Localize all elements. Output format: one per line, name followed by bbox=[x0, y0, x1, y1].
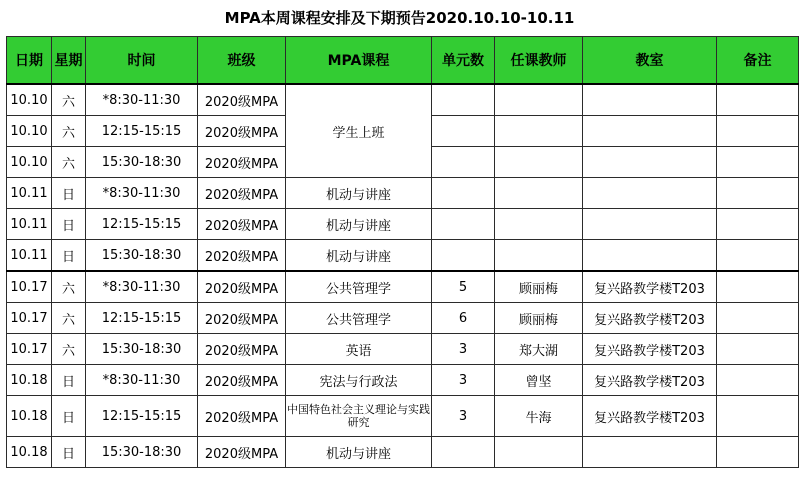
cell-units[interactable] bbox=[432, 147, 495, 178]
cell-date[interactable]: 10.10 bbox=[7, 147, 52, 178]
table-row bbox=[7, 240, 799, 272]
cell-weekday[interactable]: 六 bbox=[52, 271, 86, 303]
cell-room[interactable] bbox=[583, 437, 717, 468]
header-time[interactable]: 时间 bbox=[86, 37, 198, 85]
cell-class[interactable]: 2020级MPA bbox=[198, 240, 286, 272]
cell-room[interactable]: 复兴路教学楼T203 bbox=[583, 303, 717, 334]
cell-class[interactable]: 2020级MPA bbox=[198, 396, 286, 437]
cell-course[interactable]: 机动与讲座 bbox=[286, 178, 432, 209]
cell-weekday[interactable]: 日 bbox=[52, 396, 86, 437]
header-date[interactable]: 日期 bbox=[7, 37, 52, 85]
cell-date[interactable]: 10.17 bbox=[7, 334, 52, 365]
cell-date[interactable]: 10.10 bbox=[7, 84, 52, 116]
cell-teacher[interactable]: 郑大湖 bbox=[495, 334, 583, 365]
cell-teacher[interactable] bbox=[495, 209, 583, 240]
cell-course[interactable]: 公共管理学 bbox=[286, 303, 432, 334]
cell-room[interactable] bbox=[583, 209, 717, 240]
cell-date[interactable]: 10.11 bbox=[7, 178, 52, 209]
cell-room[interactable] bbox=[583, 84, 717, 116]
header-note[interactable]: 备注 bbox=[717, 37, 799, 85]
cell-date[interactable]: 10.18 bbox=[7, 365, 52, 396]
table-row bbox=[7, 334, 799, 365]
cell-note[interactable] bbox=[717, 116, 799, 147]
cell-units[interactable] bbox=[432, 116, 495, 147]
cell-time[interactable]: *8:30-11:30 bbox=[86, 271, 198, 303]
cell-units[interactable] bbox=[432, 240, 495, 272]
cell-room[interactable]: 复兴路教学楼T203 bbox=[583, 365, 717, 396]
cell-time[interactable]: 12:15-15:15 bbox=[86, 396, 198, 437]
cell-class[interactable]: 2020级MPA bbox=[198, 271, 286, 303]
cell-course-merged[interactable]: 学生上班 bbox=[286, 84, 432, 178]
cell-room[interactable]: 复兴路教学楼T203 bbox=[583, 271, 717, 303]
cell-weekday[interactable]: 六 bbox=[52, 84, 86, 116]
cell-note[interactable] bbox=[717, 271, 799, 303]
cell-time[interactable]: *8:30-11:30 bbox=[86, 178, 198, 209]
cell-class[interactable]: 2020级MPA bbox=[198, 437, 286, 468]
header-class[interactable]: 班级 bbox=[198, 37, 286, 85]
cell-date[interactable]: 10.11 bbox=[7, 240, 52, 272]
cell-room[interactable] bbox=[583, 178, 717, 209]
cell-units[interactable]: 3 bbox=[432, 396, 495, 437]
cell-time[interactable]: *8:30-11:30 bbox=[86, 365, 198, 396]
cell-teacher[interactable]: 牛海 bbox=[495, 396, 583, 437]
cell-teacher[interactable] bbox=[495, 437, 583, 468]
cell-teacher[interactable]: 顾丽梅 bbox=[495, 303, 583, 334]
table-row bbox=[7, 209, 799, 240]
cell-units[interactable] bbox=[432, 178, 495, 209]
cell-time[interactable]: 15:30-18:30 bbox=[86, 334, 198, 365]
cell-teacher[interactable] bbox=[495, 240, 583, 272]
cell-class[interactable]: 2020级MPA bbox=[198, 334, 286, 365]
cell-units[interactable]: 3 bbox=[432, 334, 495, 365]
table-row bbox=[7, 365, 799, 396]
cell-date[interactable]: 10.17 bbox=[7, 271, 52, 303]
cell-room[interactable] bbox=[583, 240, 717, 272]
cell-note[interactable] bbox=[717, 303, 799, 334]
cell-note[interactable] bbox=[717, 437, 799, 468]
cell-date[interactable]: 10.11 bbox=[7, 209, 52, 240]
header-row bbox=[7, 37, 799, 85]
cell-class[interactable]: 2020级MPA bbox=[198, 209, 286, 240]
page-title: MPA本周课程安排及下期预告2020.10.10-10.11 bbox=[224, 9, 575, 27]
header-teacher[interactable]: 任课教师 bbox=[495, 37, 583, 85]
table-row bbox=[7, 437, 799, 468]
cell-room[interactable] bbox=[583, 147, 717, 178]
header-weekday[interactable]: 星期 bbox=[52, 37, 86, 85]
cell-note[interactable] bbox=[717, 178, 799, 209]
cell-note[interactable] bbox=[717, 334, 799, 365]
cell-units[interactable] bbox=[432, 437, 495, 468]
schedule-table bbox=[6, 36, 799, 468]
cell-note[interactable] bbox=[717, 240, 799, 272]
cell-course[interactable]: 机动与讲座 bbox=[286, 437, 432, 468]
cell-date[interactable]: 10.18 bbox=[7, 437, 52, 468]
cell-teacher[interactable] bbox=[495, 84, 583, 116]
cell-units[interactable]: 5 bbox=[432, 271, 495, 303]
cell-time[interactable]: 12:15-15:15 bbox=[86, 209, 198, 240]
cell-weekday[interactable]: 六 bbox=[52, 334, 86, 365]
cell-weekday[interactable]: 六 bbox=[52, 147, 86, 178]
cell-time[interactable]: 15:30-18:30 bbox=[86, 240, 198, 272]
cell-note[interactable] bbox=[717, 396, 799, 437]
header-room[interactable]: 教室 bbox=[583, 37, 717, 85]
cell-time[interactable]: 15:30-18:30 bbox=[86, 437, 198, 468]
cell-time[interactable]: 12:15-15:15 bbox=[86, 116, 198, 147]
cell-class[interactable]: 2020级MPA bbox=[198, 365, 286, 396]
cell-course[interactable]: 宪法与行政法 bbox=[286, 365, 432, 396]
cell-weekday[interactable]: 日 bbox=[52, 178, 86, 209]
cell-teacher[interactable]: 曾坚 bbox=[495, 365, 583, 396]
cell-date[interactable]: 10.17 bbox=[7, 303, 52, 334]
cell-room[interactable]: 复兴路教学楼T203 bbox=[583, 334, 717, 365]
header-units[interactable]: 单元数 bbox=[432, 37, 495, 85]
cell-date[interactable]: 10.18 bbox=[7, 396, 52, 437]
cell-time[interactable]: *8:30-11:30 bbox=[86, 84, 198, 116]
cell-class[interactable]: 2020级MPA bbox=[198, 116, 286, 147]
cell-room[interactable]: 复兴路教学楼T203 bbox=[583, 396, 717, 437]
cell-units[interactable] bbox=[432, 84, 495, 116]
cell-room[interactable] bbox=[583, 116, 717, 147]
cell-weekday[interactable]: 六 bbox=[52, 303, 86, 334]
cell-class[interactable]: 2020级MPA bbox=[198, 178, 286, 209]
cell-time[interactable]: 12:15-15:15 bbox=[86, 303, 198, 334]
cell-class[interactable]: 2020级MPA bbox=[198, 147, 286, 178]
cell-note[interactable] bbox=[717, 365, 799, 396]
cell-date[interactable]: 10.10 bbox=[7, 116, 52, 147]
table-row bbox=[7, 396, 799, 437]
cell-units[interactable] bbox=[432, 209, 495, 240]
cell-time[interactable]: 15:30-18:30 bbox=[86, 147, 198, 178]
cell-teacher[interactable] bbox=[495, 178, 583, 209]
cell-teacher[interactable]: 顾丽梅 bbox=[495, 271, 583, 303]
cell-class[interactable]: 2020级MPA bbox=[198, 84, 286, 116]
cell-note[interactable] bbox=[717, 209, 799, 240]
cell-teacher[interactable] bbox=[495, 116, 583, 147]
header-course[interactable]: MPA课程 bbox=[286, 37, 432, 85]
cell-weekday[interactable]: 日 bbox=[52, 437, 86, 468]
cell-weekday[interactable]: 六 bbox=[52, 116, 86, 147]
cell-weekday[interactable]: 日 bbox=[52, 365, 86, 396]
table-row bbox=[7, 84, 799, 116]
cell-course[interactable]: 机动与讲座 bbox=[286, 240, 432, 272]
table-row bbox=[7, 271, 799, 303]
cell-class[interactable]: 2020级MPA bbox=[198, 303, 286, 334]
cell-note[interactable] bbox=[717, 84, 799, 116]
cell-course[interactable]: 中国特色社会主义理论与实践研究 bbox=[286, 396, 432, 437]
cell-units[interactable]: 6 bbox=[432, 303, 495, 334]
cell-course[interactable]: 公共管理学 bbox=[286, 271, 432, 303]
table-row bbox=[7, 303, 799, 334]
cell-weekday[interactable]: 日 bbox=[52, 209, 86, 240]
cell-note[interactable] bbox=[717, 147, 799, 178]
table-row bbox=[7, 178, 799, 209]
cell-course[interactable]: 英语 bbox=[286, 334, 432, 365]
cell-weekday[interactable]: 日 bbox=[52, 240, 86, 272]
cell-course[interactable]: 机动与讲座 bbox=[286, 209, 432, 240]
cell-teacher[interactable] bbox=[495, 147, 583, 178]
cell-units[interactable]: 3 bbox=[432, 365, 495, 396]
